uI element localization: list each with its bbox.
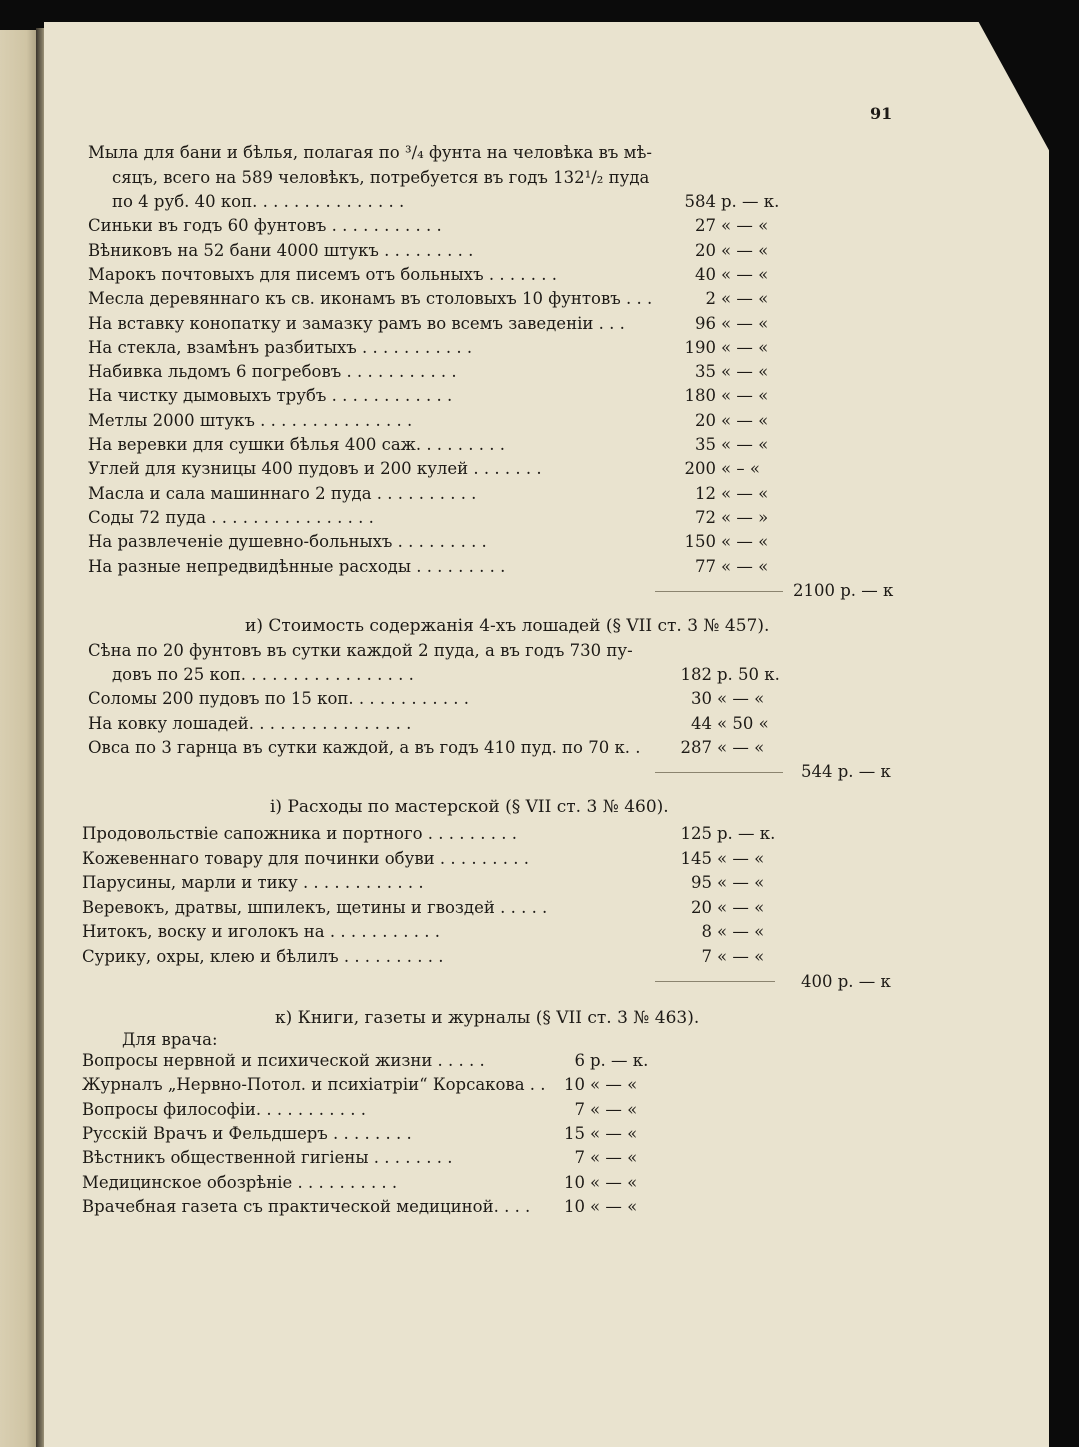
line-item-unit: « — «: [590, 1172, 638, 1192]
line-item-label: Сурику, охры, клею и бѣлилъ . . . . . . . . . .: [82, 947, 444, 966]
line-item-unit: « — «: [721, 289, 769, 309]
line-item-amount: 95: [691, 873, 712, 893]
line-item-label: Овса по 3 гарнца въ сутки каждой, а въ годъ 410 пуд. по 70 к. .: [88, 737, 641, 757]
line-item-amount: 10: [564, 1196, 585, 1216]
line-item-unit: « 50 «: [717, 713, 769, 733]
intro-line: Мыла для бани и бѣлья, полагая по ³/₄ фунта на человѣка въ мѣ-: [88, 143, 653, 162]
line-item-amount: 6: [574, 1051, 585, 1070]
section-heading: и) Стоимость содержанія 4-хъ лошадей (§ VII ст. 3 № 457).: [245, 616, 770, 636]
line-item-label: Вѣстникъ общественной гигіены . . . . . . . .: [82, 1148, 453, 1168]
line-item-label: Журналъ „Нервно-Потол. и психіатріи“ Корсакова . .: [82, 1075, 546, 1095]
line-item-amount: 20: [691, 897, 712, 917]
line-item-unit: « — «: [717, 897, 765, 917]
line-item-label: На чистку дымовыхъ трубъ . . . . . . . . . . . .: [88, 386, 453, 406]
line-item-unit: р. — к.: [721, 192, 780, 211]
line-item-unit: « — «: [717, 689, 765, 709]
line-item-unit: « — «: [721, 435, 769, 454]
left-page-edge: [0, 30, 38, 1447]
line-item-unit: « — «: [590, 1148, 638, 1168]
line-item-amount: 584: [684, 192, 716, 211]
line-item-amount: 145: [680, 848, 712, 868]
intro-line: довъ по 25 коп. . . . . . . . . . . . . . . . .: [112, 665, 414, 684]
line-item-amount: 8: [701, 922, 712, 942]
line-item-amount: 44: [691, 713, 712, 733]
intro-line: сяцъ, всего на 589 человѣкъ, потребуется въ годъ 132¹/₂ пуда: [112, 168, 650, 187]
section-heading: к) Книги, газеты и журналы (§ VII ст. 3 № 463).: [275, 1008, 700, 1028]
subheading: Для врача:: [122, 1030, 218, 1049]
line-item-label: Соды 72 пуда . . . . . . . . . . . . . . . .: [88, 507, 374, 527]
line-item-amount: 72: [695, 507, 716, 527]
line-item-amount: 182: [680, 665, 712, 684]
line-item-amount: 96: [695, 313, 716, 333]
line-item-amount: 287: [680, 737, 712, 757]
line-item-amount: 2: [705, 289, 716, 309]
total-rule: [655, 772, 783, 773]
line-item-unit: р. — к.: [590, 1051, 649, 1070]
line-item-unit: « — «: [721, 264, 769, 284]
line-item-label: Соломы 200 пудовъ по 15 коп. . . . . . . . . . . .: [88, 689, 470, 709]
section-total: 2100 р. — к: [793, 581, 894, 600]
line-item-label: На разные непредвидѣнные расходы . . . . . . . . .: [88, 556, 506, 576]
line-item-unit: « — «: [590, 1196, 638, 1216]
line-item-amount: 150: [684, 532, 716, 552]
line-item-amount: 10: [564, 1075, 585, 1095]
line-item-label: Кожевеннаго товару для починки обуви . . . . . . . . .: [82, 848, 530, 868]
line-item-amount: 190: [684, 337, 716, 357]
line-item-amount: 15: [564, 1123, 585, 1143]
line-item-unit: « — «: [721, 483, 769, 503]
line-item-amount: 35: [695, 362, 716, 382]
section-heading: і) Расходы по мастерской (§ VII ст. 3 № 460).: [270, 797, 669, 817]
line-item-unit: « — «: [717, 947, 765, 966]
line-item-label: Синьки въ годъ 60 фунтовъ . . . . . . . . . . .: [88, 216, 442, 236]
line-item-label: Метлы 2000 штукъ . . . . . . . . . . . . . . .: [88, 410, 413, 430]
line-item-unit: « — «: [590, 1075, 638, 1095]
line-item-unit: « — «: [721, 556, 769, 576]
line-item-amount: 20: [695, 240, 716, 260]
line-item-label: Нитокъ, воску и иголокъ на . . . . . . . . . . .: [82, 922, 440, 942]
line-item-label: Набивка льдомъ 6 погребовъ . . . . . . . . . . .: [88, 362, 457, 382]
line-item-unit: « — «: [721, 532, 769, 552]
line-item-amount: 77: [695, 556, 716, 576]
total-rule: [655, 981, 775, 982]
line-item-unit: « — «: [721, 386, 769, 406]
line-item-amount: 180: [684, 386, 716, 406]
line-item-unit: « — «: [717, 873, 765, 893]
line-item-amount: 12: [695, 483, 716, 503]
line-item-label: На развлеченіе душевно-больныхъ . . . . . . . . .: [88, 532, 487, 552]
line-item-label: Вѣниковъ на 52 бани 4000 штукъ . . . . . . . . .: [88, 240, 474, 260]
line-item-unit: « — «: [721, 240, 769, 260]
line-item-amount: 10: [564, 1172, 585, 1192]
intro-line: по 4 руб. 40 коп. . . . . . . . . . . . . . .: [112, 192, 405, 211]
line-item-unit: « — »: [721, 507, 769, 527]
line-item-label: Марокъ почтовыхъ для писемъ отъ больныхъ . . . . . . .: [88, 264, 558, 284]
line-item-unit: « — «: [721, 362, 769, 382]
line-item-unit: « — «: [721, 313, 769, 333]
line-item-unit: « — «: [721, 216, 769, 236]
line-item-label: Продовольствіе сапожника и портного . . . . . . . . .: [82, 824, 517, 843]
line-item-label: На вставку конопатку и замазку рамъ во всемъ заведеніи . . .: [88, 313, 625, 333]
line-item-amount: 40: [695, 264, 716, 284]
line-item-unit: « — «: [590, 1123, 638, 1143]
line-item-label: На стекла, взамѣнъ разбитыхъ . . . . . . . . . . .: [88, 337, 473, 357]
line-item-unit: р. — к.: [717, 824, 776, 843]
line-item-unit: р. 50 к.: [717, 665, 780, 684]
line-item-label: Месла деревяннаго къ св. иконамъ въ столовыхъ 10 фунтовъ . . .: [88, 289, 653, 309]
line-item-label: Парусины, марли и тику . . . . . . . . . . . .: [82, 873, 424, 893]
line-item-amount: 20: [695, 410, 716, 430]
line-item-label: Веревокъ, дратвы, шпилекъ, щетины и гвоздей . . . . .: [82, 897, 548, 917]
line-item-amount: 30: [691, 689, 712, 709]
line-item-unit: « — «: [717, 737, 765, 757]
intro-line: Сѣна по 20 фунтовъ въ сутки каждой 2 пуда, а въ годъ 730 пу-: [88, 641, 633, 660]
line-item-label: Врачебная газета съ практической медициной. . . .: [82, 1196, 531, 1216]
section-total: 544 р. — к: [801, 762, 891, 781]
line-item-amount: 200: [684, 459, 716, 479]
line-item-amount: 125: [680, 824, 712, 843]
line-item-unit: « – «: [721, 459, 760, 479]
line-item-label: Медицинское обозрѣніе . . . . . . . . . .: [82, 1172, 398, 1192]
page-number: 91: [870, 104, 893, 123]
total-rule: [655, 591, 783, 592]
line-item-label: Углей для кузницы 400 пудовъ и 200 кулей . . . . . . .: [88, 459, 542, 479]
line-item-amount: 7: [701, 947, 712, 966]
line-item-label: Вопросы нервной и психической жизни . . . . .: [82, 1051, 485, 1070]
line-item-unit: « — «: [717, 922, 765, 942]
line-item-unit: « — «: [721, 410, 769, 430]
line-item-amount: 7: [574, 1099, 585, 1119]
line-item-unit: « — «: [721, 337, 769, 357]
line-item-label: Русскій Врачъ и Фельдшеръ . . . . . . . .: [82, 1123, 412, 1143]
line-item-amount: 7: [574, 1148, 585, 1168]
line-item-unit: « — «: [590, 1099, 638, 1119]
line-item-label: Вопросы философіи. . . . . . . . . . .: [82, 1099, 367, 1119]
line-item-label: Масла и сала машиннаго 2 пуда . . . . . . . . . .: [88, 483, 477, 503]
line-item-label: На веревки для сушки бѣлья 400 саж. . . . . . . . .: [88, 435, 505, 454]
section-total: 400 р. — к: [801, 972, 891, 991]
line-item-amount: 35: [695, 435, 716, 454]
line-item-unit: « — «: [717, 848, 765, 868]
line-item-amount: 27: [695, 216, 716, 236]
line-item-label: На ковку лошадей. . . . . . . . . . . . . . . .: [88, 713, 412, 733]
